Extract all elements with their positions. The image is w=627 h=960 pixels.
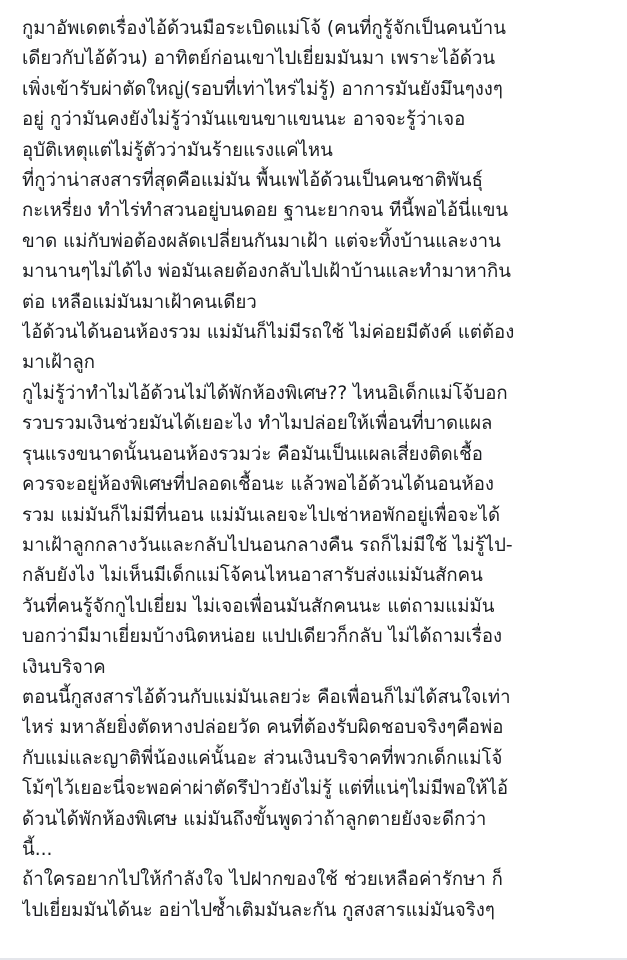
- post-text-line: ต่อ เหลือแม่มันมาเฝ้าคนเดียว: [22, 291, 257, 313]
- post-text-line: ขาด แม่กับพ่อต้องผลัดเปลี่ยนกันมาเฝ้า แต่จะทิ้งบ้านและงาน: [22, 230, 501, 252]
- post-text-line: เงินบริจาค: [22, 656, 106, 678]
- post-text-line: มาเฝ้าลูก: [22, 352, 96, 374]
- post-text-line: รวบรวมเงินช่วยมันได้เยอะไง ทำไมปล่อยให้เพื่อนที่บาดแผล: [22, 413, 493, 435]
- post-text-line: วันที่คนรู้จักกูไปเยี่ยม ไม่เจอเพื่อนมันสักคนนะ แต่ถามแม่มัน: [22, 595, 495, 617]
- post-text-line: กูมาอัพเดตเรื่องไอ้ด้วนมือระเบิดแม่โจ้ (คนที่กูรู้จักเป็นคนบ้าน: [22, 18, 506, 39]
- post-text-line: นี้...: [22, 838, 53, 860]
- post-text-line: ด้วนได้พักห้องพิเศษ แม่มันถึงขั้นพูดว่าถ้าลูกตายยังจะดีกว่า: [22, 808, 487, 830]
- post-text-line: รุนแรงขนาดนั้นนอนห้องรวมว่ะ คือมันเป็นแผลเสี่ยงติดเชื้อ: [22, 443, 483, 465]
- post-text-line: ถ้าใครอยากไปให้กำลังใจ ไปฝากของใช้ ช่วยเหลือค่ารักษา ก็: [22, 869, 503, 891]
- post-body-text: [22, 14, 615, 926]
- post-text-line: กับแม่และญาติพี่น้องแค่นั้นอะ ส่วนเงินบริจาคที่พวกเด็กแม่โจ้: [22, 747, 503, 769]
- post-text-line: ควรจะอยู่ห้องพิเศษที่ปลอดเชื้อนะ แล้วพอไอ้ด้วนได้นอนห้อง: [22, 474, 494, 496]
- post-text-line: อยู่ กูว่ามันคงยังไม่รู้ว่ามันแขนขาแขนนะ อาจจะรู้ว่าเจอ: [22, 109, 466, 131]
- post-text-line: รวม แม่มันก็ไม่มีที่นอน แม่มันเลยจะไปเช่าหอพักอยู่เพื่อจะได้: [22, 504, 501, 526]
- post-text-line: อุบัติเหตุแต่ไม่รู้ตัวว่ามันร้ายแรงแค่ไหน: [22, 139, 333, 161]
- post-text-line: กะเหรี่ยง ทำไร่ทำสวนอยู่บนดอย ฐานะยากจน ทีนี้พอไอ้นี่แขน: [22, 200, 509, 222]
- post-text-line: ที่กูว่าน่าสงสารที่สุดคือแม่มัน พื้นเพไอ้ด้วนเป็นคนชาติพันธุ์: [22, 170, 483, 192]
- post-text-line: โม้ๆไว้เยอะนี่จะพอค่าผ่าตัดรึป่าวยังไม่รู้ แต่ที่แน่ๆไม่มีพอให้ไอ้: [22, 778, 509, 800]
- post-text-line: ตอนนี้กูสงสารไอ้ด้วนกับแม่มันเลยว่ะ คือเพื่อนก็ไม่ได้สนใจเท่า: [22, 686, 511, 708]
- post-text-line: ไปเยี่ยมมันได้นะ อย่าไปซ้ำเติมมันละกัน กูสงสารแม่มันจริงๆ: [22, 899, 495, 921]
- post-text-line: กูไม่รู้ว่าทำไมไอ้ด้วนไม่ได้พักห้องพิเศษ?? ไหนอิเด็กแม่โจ้บอก: [22, 382, 508, 404]
- post-text-line: ไอ้ด้วนได้นอนห้องรวม แม่มันก็ไม่มีรถใช้ ไม่ค่อยมีตังค์ แต่ต้อง: [22, 322, 515, 344]
- post-text-line: กลับยังไง ไม่เห็นมีเด็กแม่โจ้คนไหนอาสารับส่งแม่มันสักคน: [22, 565, 483, 587]
- post-text-line: มาเฝ้าลูกกลางวันและกลับไปนอนกลางคืน รถก็ไม่มีใช้ ไม่รู้ไป-: [22, 534, 513, 556]
- post-text-line: บอกว่ามีมาเยี่ยมบ้างนิดหน่อย แปปเดียวก็กลับ ไม่ได้ถามเรื่อง: [22, 626, 503, 648]
- post-text-line: ไหร่ มหาลัยยิ่งตัดหางปล่อยวัด คนที่ต้องรับผิดชอบจริงๆคือพ่อ: [22, 717, 504, 739]
- post-text-line: เพิ่งเข้ารับผ่าตัดใหญ่(รอบที่เท่าไหร่ไม่รู้) อาการมันยังมึนๆงงๆ: [22, 78, 503, 100]
- post-text-line: มานานๆไม่ได้ไง พ่อมันเลยต้องกลับไปเฝ้าบ้านและทำมาหากิน: [22, 261, 511, 283]
- post-text-line: เดียวกับไอ้ด้วน) อาทิตย์ก่อนเขาไปเยี่ยมมันมา เพราะไอ้ด้วน: [22, 48, 496, 70]
